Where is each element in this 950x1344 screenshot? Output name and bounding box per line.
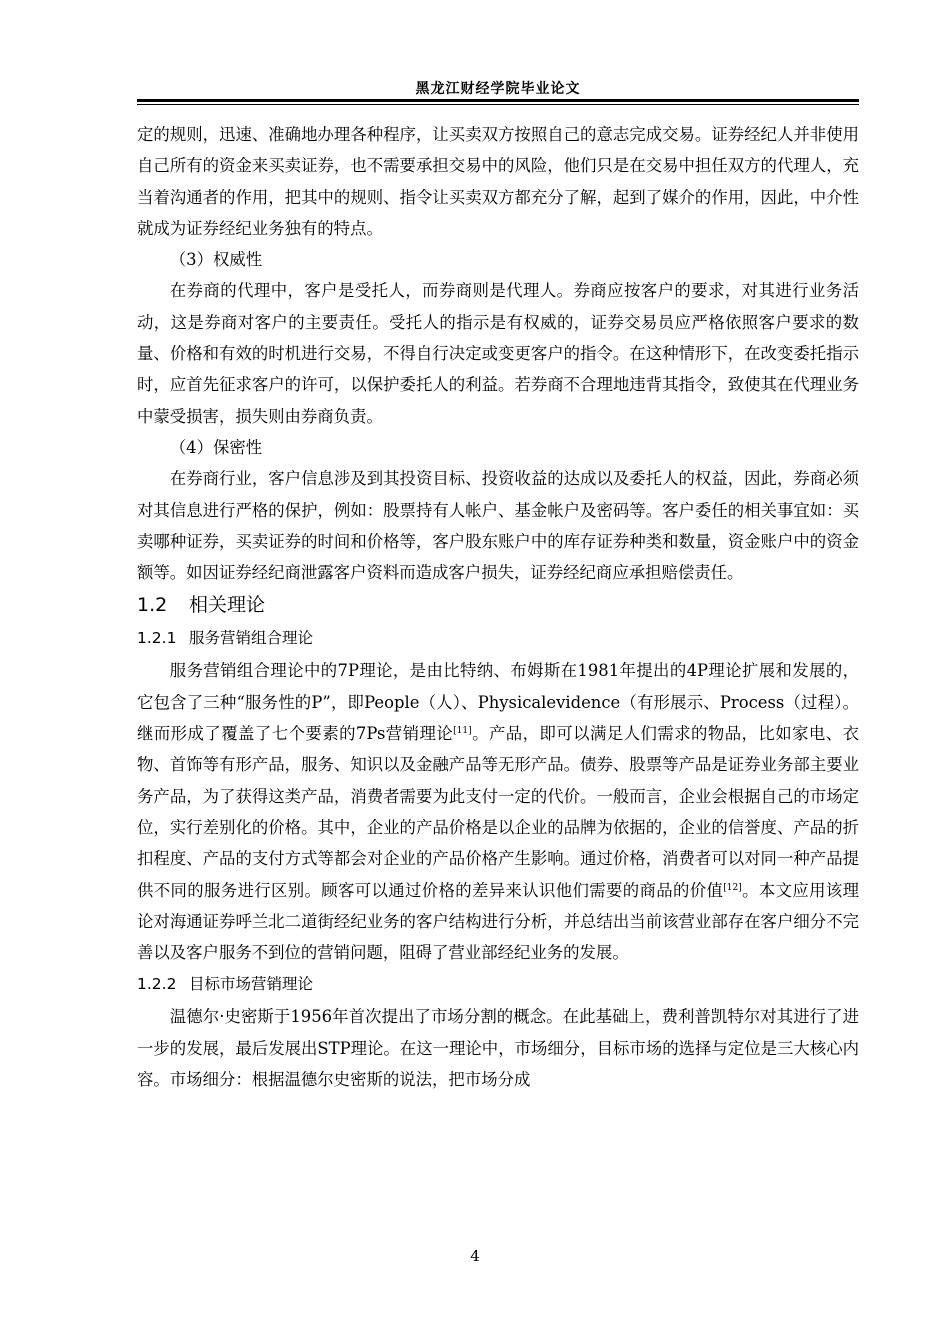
header-rule-thin (137, 104, 859, 105)
subsection-heading-1-2-1 (137, 622, 859, 655)
section-title: 相关理论 (189, 594, 266, 617)
paragraph-text: 服务营销组合理论中的7P理论，是由比特纳、布姆斯在1981年提出的4P理论扩展和发展的，它包含了三种“服务性的P”，即People（人）、Physicalevidence（有形展示、Process（过程）。继而形成了覆盖了七个要素的7Ps营销理论 (137, 661, 859, 744)
section-heading-1-2 (137, 588, 859, 622)
section-number: 1.2 (137, 594, 168, 617)
citation-12: [12] (723, 882, 742, 893)
citation-11: [11] (453, 726, 472, 737)
paragraph-text: 。产品，即可以满足人们需求的物品，比如家电、衣物、首饰等有形产品，服务、知识以及金融产品等无形产品。债券、股票等产品是证券业务部主要业务产品，为了获得这类产品，消费者需要为此支付一定的代价。一般而言，企业会根据自己的市场定位，实行差别化的价格。其中，企业的产品价格是以企业的品牌为依据的，企业的信誉度、产品的折扣程度、产品的支付方式等都会对企业的产品价格产生影响。通过价格，消费者可以对同一种产品提供不同的服务进行区别。顾客可以通过价格的差异来认识他们需要的商品的价值 (137, 724, 859, 900)
header-rule-thick (137, 99, 859, 102)
subsection-number: 1.2.2 (137, 975, 177, 994)
paragraph-authority: 在券商的代理中，客户是受托人，而券商则是代理人。券商应按客户的要求，对其进行业务活动，这是券商对客户的主要责任。受托人的指示是有权威的，证券交易员应严格依照客户要求的数量、价格和有效的时机进行交易，不得自行决定或变更客户的指令。在这种情形下，在改变委托指示时，应首先征求客户的许可，以保护委托人的利益。若券商不合理地违背其指令，致使其在代理业务中蒙受损害，损失则由券商负责。 (137, 281, 859, 426)
subsection-title: 服务营销组合理论 (189, 629, 314, 648)
subsection-heading-1-2-2 (137, 968, 859, 1001)
subsection-number: 1.2.1 (137, 629, 177, 648)
item-authority-label: （3）权威性 (169, 250, 263, 270)
header-title: 黑龙江财经学院毕业论文 (415, 81, 581, 97)
item-confidentiality-label: （4）保密性 (169, 437, 263, 457)
paragraph-target-market: 温德尔·史密斯于1956年首次提出了市场分割的概念。在此基础上，费利普凯特尔对其进行了进一步的发展，最后发展出STP理论。在这一理论中，市场细分，目标市场的选择与定位是三大核心内容。市场细分：根据温德尔史密斯的说法，把市场分成 (137, 1007, 859, 1090)
paragraph-confidentiality: 在券商行业，客户信息涉及到其投资目标、投资收益的达成以及委托人的权益，因此，券商必须对其信息进行严格的保护，例如：股票持有人帐户、基金帐户及密码等。客户委任的相关事宜如：买卖哪种证券，买卖证券的时间和价格等，客户股东账户中的库存证券种类和数量，资金账户中的资金额等。如因证券经纪商泄露客户资料而造成客户损失，证券经纪商应承担赔偿责任。 (137, 469, 859, 583)
page-number: 4 (470, 1247, 480, 1265)
page-body (137, 119, 859, 1095)
paragraph-service-marketing (137, 655, 859, 968)
paragraph-text: 。本文应用该理论对海通证券呼兰北二道街经纪业务的客户结构进行分析，并总结出当前该营业部存在客户细分不完善以及客户服务不到位的营销问题，阻碍了营业部经纪业务的发展。 (137, 880, 860, 963)
subsection-title: 目标市场营销理论 (189, 975, 314, 994)
paragraph-intermediary: 定的规则，迅速、准确地办理各种程序，让买卖双方按照自己的意志完成交易。证券经纪人并非使用自己所有的资金来买卖证券，也不需要承担交易中的风险，他们只是在交易中担任双方的代理人，充当着沟通者的作用，把其中的规则、指令让买卖双方都充分了解，起到了媒介的作用，因此，中介性就成为证券经纪业务独有的特点。 (137, 125, 859, 238)
